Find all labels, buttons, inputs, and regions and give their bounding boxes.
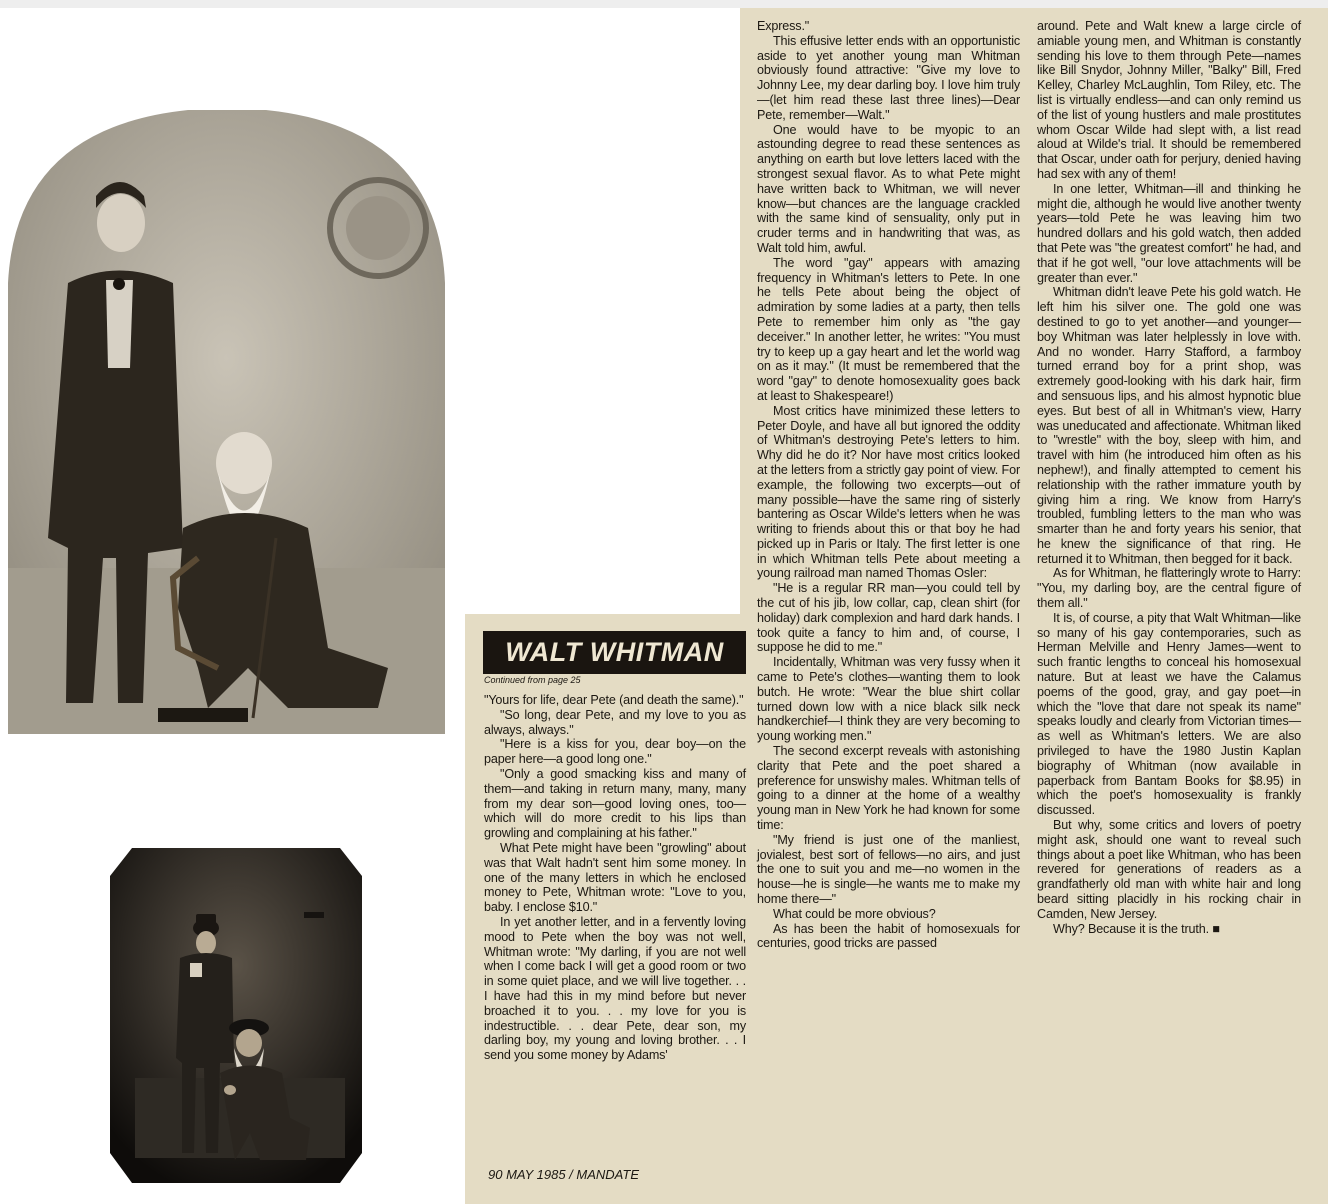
paragraph: Why? Because it is the truth. ■ — [1053, 921, 1220, 936]
paragraph: Most critics have minimized these letters to Peter Doyle, and have all but ignored the oddity of Whitman's destroying Pete's letters to him. Why did he do it? Nor have most critics looked at the letters from a strictly gay point of view. For example, the following two excerpts—out of many possible—have the same ring of sisterly bantering as Oscar Wilde's letters when he was writing to friends about this or that boy he had picked up in Paris or Italy. The first letter is one in which Whitman tells Pete about meeting a young railroad man named Thomas Osler: — [757, 403, 1020, 581]
paragraph: Express." — [757, 19, 810, 33]
paragraph: around. Pete and Walt knew a large circle of amiable young men, and Whitman is constantly sending his love to them through Pete—names like Bill Snydor, Johnny Miller, "Balky" Bill, Fred Kelley, Charley McLaughlin, Tom Riley, etc. The list is virtually endless—and can only remind us of the list of young hustlers and male prostitutes whom Oscar Wilde had slept with, a list read aloud at Wilde's trial. It should be remembered that Oscar, under oath for perjury, denied having had sex with any of them! — [1037, 19, 1301, 181]
paragraph: "Yours for life, dear Pete (and death the same)." — [484, 693, 744, 707]
article-column-2 — [757, 19, 1020, 951]
paragraph: "He is a regular RR man—you could tell by the cut of his jib, low collar, cap, clean shirt (for holiday) dark complexion and hard dark hands. I took quite a fancy to him and, of course, I suppose he did to me." — [757, 581, 1020, 655]
paragraph: But why, some critics and lovers of poetry might ask, should one want to reveal such things about a poet like Whitman, who has been revered for generations of readers as a grandfatherly old man with white hair and long beard sitting placidly in his rocking chair in Camden, New Jersey. — [1037, 818, 1301, 921]
paragraph: In one letter, Whitman—ill and thinking he might die, although he would live another twenty years—told Pete he was leaving him two hundred dollars and his gold watch, then added that Pete was "the greatest comfort" he had, and that if he got well, "our love attachments will be greater than ever." — [1037, 181, 1301, 285]
paragraph: "Only a good smacking kiss and many of them—and taking in return many, many, many from my dear son—good loving ones, too—which will do more credit to his lips than growling and complaining at his father." — [484, 766, 746, 841]
photo-whitman-bowler-hat-companion — [110, 848, 362, 1183]
page-footer: 90 MAY 1985 / MANDATE — [488, 1167, 640, 1182]
paragraph: The word "gay" appears with amazing frequency in Whitman's letters to Pete. In one he tells Pete about being the object of admiration by some ladies at a party, then tells Pete to remember him only as "the gay deceiver." In another letter, he writes: "You must try to keep up a gay heart and let the world wag on as it may." (It must be remembered that the word "gay" to denote homosexuality goes back at least to Shakespeare!) — [757, 255, 1020, 403]
paragraph: This effusive letter ends with an opportunistic aside to yet another young man Whitman obviously found attractive: "Give my love to Johnny Lee, my dear darling boy. I love him truly—(let him read these last three lines)—Dear Pete, remember—Walt." — [757, 33, 1020, 122]
paragraph: Whitman didn't leave Pete his gold watch. He left him his silver one. The gold one was destined to go to yet another—and younger—boy Whitman was later helplessly in love with. And no wonder. Harry Stafford, a farmboy turned errand boy for a print shop, was extremely good-looking with his dark hair, firm and sensuous lips, and his almost hypnotic blue eyes. But best of all in Whitman's view, Harry was uneducated and affectionate. Whitman liked to "wrestle" with the boy, sleep with him, and travel with him (he introduced him often as his nephew!), and finally attempted to cement his relationship with the rather immature youth by giving him a ring. We know from Harry's troubled, fumbling letters to the man who was smarter than he and forty years his senior, that he knew the significance of that ring. He returned it to Whitman, then begged for it back. — [1037, 285, 1301, 566]
paragraph: "My friend is just one of the manliest, jovialest, best sort of fellows—no airs, and just the one to suit you and me—no women in the house—he is single—he wants me to make my home there—" — [757, 832, 1020, 907]
paragraph: As for Whitman, he flatteringly wrote to Harry: "You, my darling boy, are the central figure of them all." — [1037, 566, 1301, 611]
paragraph: What could be more obvious? — [773, 906, 936, 921]
paragraph: "Here is a kiss for you, dear boy—on the paper here—a good long one." — [484, 737, 746, 767]
paragraph: One would have to be myopic to an astounding degree to read these sentences as anything on earth but love letters laced with the strongest sexual flavor. As to what Pete might have written back to Whitman, we will never know—but chances are the language crackled with the same kind of sensuality, only put in cruder terms and in handwriting that was, as Walt told him, awful. — [757, 122, 1020, 255]
paragraph: Incidentally, Whitman was very fussy when it came to Pete's clothes—wanting them to look butch. He wrote: "Wear the blue shirt collar turned down low with a nice black silk neck handkerchief—I think they are very becoming to young working men." — [757, 655, 1020, 744]
continued-note: Continued from page 25 — [484, 675, 581, 685]
article-column-3 — [1037, 19, 1301, 936]
paragraph: The second excerpt reveals with astonishing clarity that Pete and the poet shared a preference for unswishy males. Whitman tells of going to a dinner at the home of a wealthy young man in New York he had known for some time: — [757, 744, 1020, 833]
top-edge-strip — [0, 0, 1328, 8]
paragraph: "So long, dear Pete, and my love to you as always, always." — [484, 707, 746, 737]
paragraph: In yet another letter, and in a fervently loving mood to Pete when the boy was not well, Whitman wrote: "My darling, if you are not well when I come back I will get a good room or two in some quiet place, and we will live together. . . I have had this in my mind before but never broached it to you. . . my love for you is indestructible. . . dear Pete, dear son, my darling boy, my young and loving brother. . . I send you some money by Adams' — [484, 914, 746, 1063]
article-masthead: WALT WHITMAN — [483, 631, 746, 674]
paragraph: As has been the habit of homosexuals for centuries, good tricks are passed — [757, 921, 1020, 951]
page-blank-area — [465, 8, 740, 614]
photo-whitman-standing-companion — [8, 108, 445, 734]
paragraph: It is, of course, a pity that Walt Whitman—like so many of his gay contemporaries, such as Herman Melville and Henry James—went to such frantic lengths to conceal his homosexual nature. But at least we have the Calamus poems of the good, gray, and gay poet—in which the "love that dare not speak its name" speaks loudly and clearly from Victorian times—as well as Whitman's letters. We are also privileged to have the 1980 Justin Kaplan biography of Whitman (now available in paperback from Bantam Books for $8.95) in which the poet's homosexuality is frankly discussed. — [1037, 610, 1301, 818]
paragraph: What Pete might have been "growling" about was that Walt hadn't sent him some money. In one of the many letters in which he enclosed money to Pete, Whitman wrote: "Love to you, baby. I enclose $10." — [484, 840, 746, 915]
article-column-1 — [484, 693, 746, 1063]
